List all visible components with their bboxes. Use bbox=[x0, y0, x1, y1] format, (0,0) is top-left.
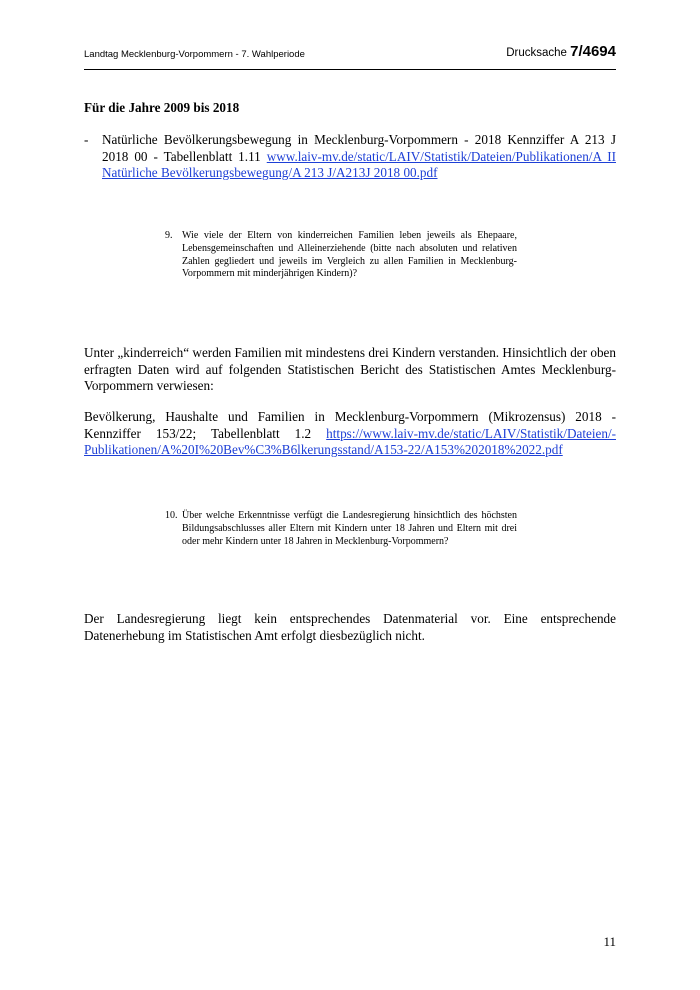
bullet-body bbox=[102, 132, 616, 182]
question-9-number: 9. bbox=[165, 230, 173, 241]
page-number: 11 bbox=[603, 934, 616, 949]
section-heading: Für die Jahre 2009 bis 2018 bbox=[84, 100, 240, 115]
bullet-dash: - bbox=[84, 132, 89, 147]
header-document-number bbox=[506, 43, 616, 60]
question-9-text: Wie viele der Eltern von kinderreichen Familien leben jeweils als Ehepaare, Lebensgemeinschaften und Alleinerziehende (bitte nach absoluten und relativen Zahlen gegliedert und jeweils im Vergleich zu allen Familien in Mecklenburg-Vorpommern mit minderjährigen Kindern)? bbox=[182, 230, 517, 280]
header-divider bbox=[84, 69, 616, 70]
question-10-number: 10. bbox=[165, 510, 178, 521]
bullet-link[interactable]: www.laiv-mv.de/static/LAIV/Statistik/Dateien/Publikationen/A II Natürliche Bevölkerungsbewegung/A 213 J/A213J 2018 00.pdf bbox=[102, 148, 616, 180]
question-10 bbox=[165, 510, 517, 548]
answer-10-paragraph: Der Landesregierung liegt kein entsprechendes Datenmaterial vor. Eine entsprechende Datenerhebung im Statistischen Amt erfolgt diesbezüglich nicht. bbox=[84, 611, 616, 643]
source-bullet bbox=[84, 132, 616, 182]
header-drucksache-label: Drucksache bbox=[506, 47, 567, 59]
bullet-text: Natürliche Bevölkerungsbewegung in Mecklenburg-Vorpommern - 2018 Kennziffer A 213 J 2018 00 - Tabellenblatt 1.11 bbox=[102, 132, 616, 164]
question-10-text: Über welche Erkenntnisse verfügt die Landesregierung hinsichtlich des höchsten Bildungsabschlusses aller Eltern mit Kindern unter 18 Jahren und Eltern mit drei oder mehr Kindern unter 18 Jahren in Mecklenburg-Vorpommern? bbox=[182, 510, 517, 547]
reference-link[interactable]: https://www.laiv-mv.de/static/LAIV/Statistik/Dateien/-Publikationen/A%20I%20Bev%C3%B6lkerungsstand/A153-22/A153%202018%2022.pdf bbox=[84, 425, 616, 458]
question-9 bbox=[165, 230, 517, 281]
reference-paragraph bbox=[84, 409, 616, 459]
header-left-text: Landtag Mecklenburg-Vorpommern - 7. Wahlperiode bbox=[84, 49, 305, 60]
answer-9-paragraph: Unter „kinderreich“ werden Familien mit mindestens drei Kindern verstanden. Hinsichtlich der oben erfragten Daten wird auf folgenden Statistischen Bericht des Statistischen Amtes Mecklenburg-Vorpommern verwiesen: bbox=[84, 345, 616, 394]
reference-text: Bevölkerung, Haushalte und Familien in Mecklenburg-Vorpommern (Mikrozensus) 2018 - Kennziffer 153/22; Tabellenblatt 1.2 bbox=[84, 409, 616, 441]
header-drucksache-number: 7/4694 bbox=[570, 43, 616, 60]
